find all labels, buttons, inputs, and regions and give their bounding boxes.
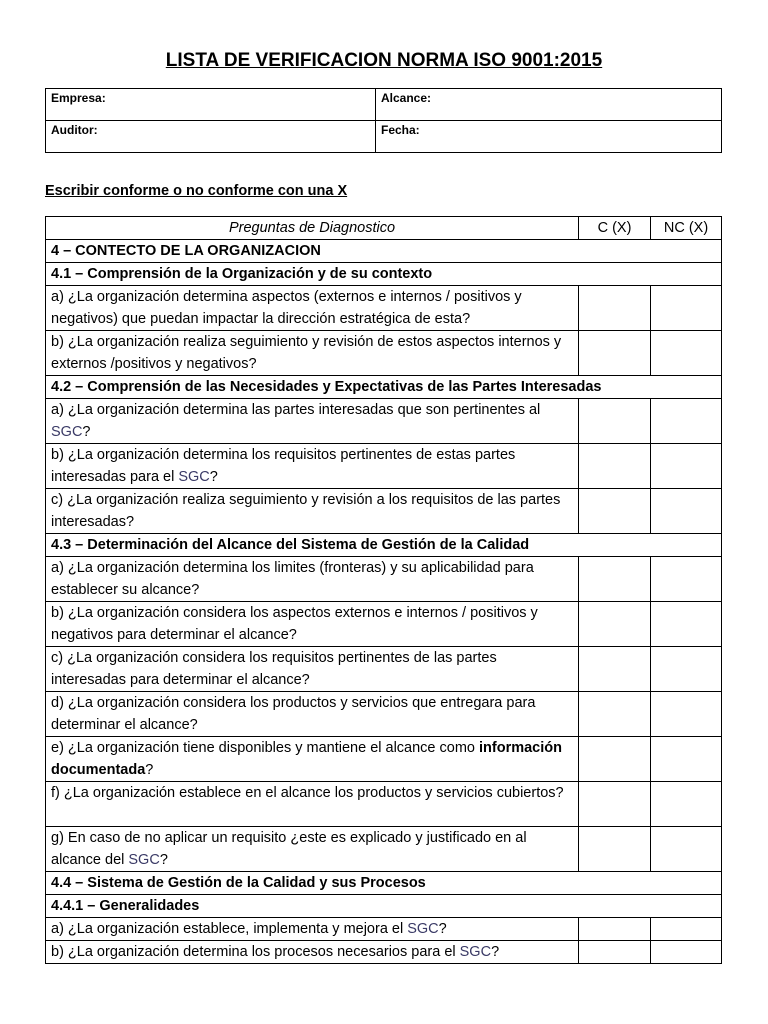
question-part: e) ¿La organización tiene disponibles y mantiene el alcance como: [51, 740, 479, 756]
question-text: c) ¿La organización realiza seguimiento y revisión a los requisitos de las partes interesadas?: [46, 489, 579, 534]
table-row: [46, 444, 722, 489]
table-row: [46, 737, 722, 782]
question-part: a) ¿La organización determina las partes interesadas que son pertinentes al: [51, 402, 541, 418]
nc-checkbox-cell[interactable]: [651, 444, 722, 489]
question-emphasis: información documentada: [51, 740, 562, 778]
nc-checkbox-cell[interactable]: [651, 941, 722, 964]
nc-checkbox-cell[interactable]: [651, 489, 722, 534]
question-end: ?: [438, 921, 447, 937]
table-row: [46, 557, 722, 602]
question-text: [46, 399, 579, 444]
c-checkbox-cell[interactable]: [579, 737, 651, 782]
nc-checkbox-cell[interactable]: [651, 602, 722, 647]
question-part: a) ¿La organización establece, implementa y mejora el: [51, 921, 408, 937]
sgc-term: SGC: [407, 921, 439, 937]
section-heading: 4.4.1 – Generalidades: [46, 895, 722, 918]
nc-column-header: NC (X): [651, 217, 722, 240]
table-row: [46, 602, 722, 647]
question-text: c) ¿La organización considera los requisitos pertinentes de las partes interesadas para determinar el alcance?: [46, 647, 579, 692]
question-end: ?: [82, 424, 91, 440]
auditor-field[interactable]: [46, 121, 376, 153]
question-text: b) ¿La organización considera los aspectos externos e internos / positivos y negativos para determinar el alcance?: [46, 602, 579, 647]
question-end: ?: [209, 469, 218, 485]
questions-column-header: Preguntas de Diagnostico: [46, 217, 579, 240]
instruction-text: Escribir conforme o no conforme con una X: [45, 183, 348, 199]
nc-checkbox-cell[interactable]: [651, 782, 722, 827]
table-row: [46, 647, 722, 692]
nc-checkbox-cell[interactable]: [651, 918, 722, 941]
question-text: b) ¿La organización realiza seguimiento y revisión de estos aspectos internos y externos /positivos y negativos?: [46, 331, 579, 376]
table-row: [46, 827, 722, 872]
question-part: b) ¿La organización determina los procesos necesarios para el: [51, 944, 460, 960]
sgc-term: SGC: [178, 469, 210, 485]
table-row: [46, 331, 722, 376]
c-column-header: C (X): [579, 217, 651, 240]
section-heading: 4.1 – Comprensión de la Organización y de su contexto: [46, 263, 722, 286]
c-checkbox-cell[interactable]: [579, 399, 651, 444]
nc-checkbox-cell[interactable]: [651, 331, 722, 376]
c-checkbox-cell[interactable]: [579, 331, 651, 376]
auditor-label: Auditor:: [51, 123, 98, 137]
c-checkbox-cell[interactable]: [579, 782, 651, 827]
section-heading: 4.2 – Comprensión de las Necesidades y Expectativas de las Partes Interesadas: [46, 376, 722, 399]
c-checkbox-cell[interactable]: [579, 489, 651, 534]
question-text: [46, 827, 579, 872]
question-part: b) ¿La organización determina los requisitos pertinentes de estas partes interesadas para el: [51, 447, 516, 485]
c-checkbox-cell[interactable]: [579, 602, 651, 647]
table-row: [46, 286, 722, 331]
c-checkbox-cell[interactable]: [579, 827, 651, 872]
question-end: ?: [159, 852, 168, 868]
table-row: [46, 399, 722, 444]
table-header-row: [46, 217, 722, 240]
question-text: f) ¿La organización establece en el alcance los productos y servicios cubiertos?: [46, 782, 579, 827]
sgc-term: SGC: [459, 944, 492, 960]
nc-checkbox-cell[interactable]: [651, 399, 722, 444]
question-part: g) En caso de no aplicar un requisito ¿este es explicado y justificado en al alcance del: [51, 830, 527, 868]
table-row: [46, 782, 722, 827]
checklist-table: [45, 216, 722, 964]
c-checkbox-cell[interactable]: [579, 647, 651, 692]
question-text: [46, 941, 579, 964]
question-text: [46, 737, 579, 782]
c-checkbox-cell[interactable]: [579, 692, 651, 737]
c-checkbox-cell[interactable]: [579, 557, 651, 602]
section-heading: 4.4 – Sistema de Gestión de la Calidad y sus Procesos: [46, 872, 722, 895]
empresa-label: Empresa:: [51, 91, 106, 105]
nc-checkbox-cell[interactable]: [651, 286, 722, 331]
question-text: a) ¿La organización determina los limites (fronteras) y su aplicabilidad para establecer su alcance?: [46, 557, 579, 602]
fecha-field[interactable]: [376, 121, 722, 153]
section-heading: 4 – CONTECTO DE LA ORGANIZACION: [46, 240, 722, 263]
fecha-label: Fecha:: [381, 123, 420, 137]
sgc-term: SGC: [128, 852, 160, 868]
c-checkbox-cell[interactable]: [579, 941, 651, 964]
document-title: LISTA DE VERIFICACION NORMA ISO 9001:2015: [165, 50, 603, 71]
c-checkbox-cell[interactable]: [579, 286, 651, 331]
question-text: d) ¿La organización considera los productos y servicios que entregara para determinar el alcance?: [46, 692, 579, 737]
header-info-table: [45, 88, 722, 153]
section-heading: 4.3 – Determinación del Alcance del Sistema de Gestión de la Calidad: [46, 534, 722, 557]
c-checkbox-cell[interactable]: [579, 918, 651, 941]
nc-checkbox-cell[interactable]: [651, 737, 722, 782]
nc-checkbox-cell[interactable]: [651, 647, 722, 692]
table-row: [46, 918, 722, 941]
nc-checkbox-cell[interactable]: [651, 827, 722, 872]
alcance-label: Alcance:: [381, 91, 432, 105]
nc-checkbox-cell[interactable]: [651, 557, 722, 602]
question-text: [46, 444, 579, 489]
question-end: ?: [145, 762, 154, 778]
sgc-term: SGC: [51, 424, 83, 440]
table-row: [46, 692, 722, 737]
alcance-field[interactable]: [376, 89, 722, 121]
table-row: [46, 489, 722, 534]
empresa-field[interactable]: [46, 89, 376, 121]
question-text: a) ¿La organización determina aspectos (externos e internos / positivos y negativos) que puedan impactar la dirección estratégica de esta?: [46, 286, 579, 331]
question-end: ?: [491, 944, 500, 960]
table-row: [46, 941, 722, 964]
nc-checkbox-cell[interactable]: [651, 692, 722, 737]
question-text: [46, 918, 579, 941]
c-checkbox-cell[interactable]: [579, 444, 651, 489]
